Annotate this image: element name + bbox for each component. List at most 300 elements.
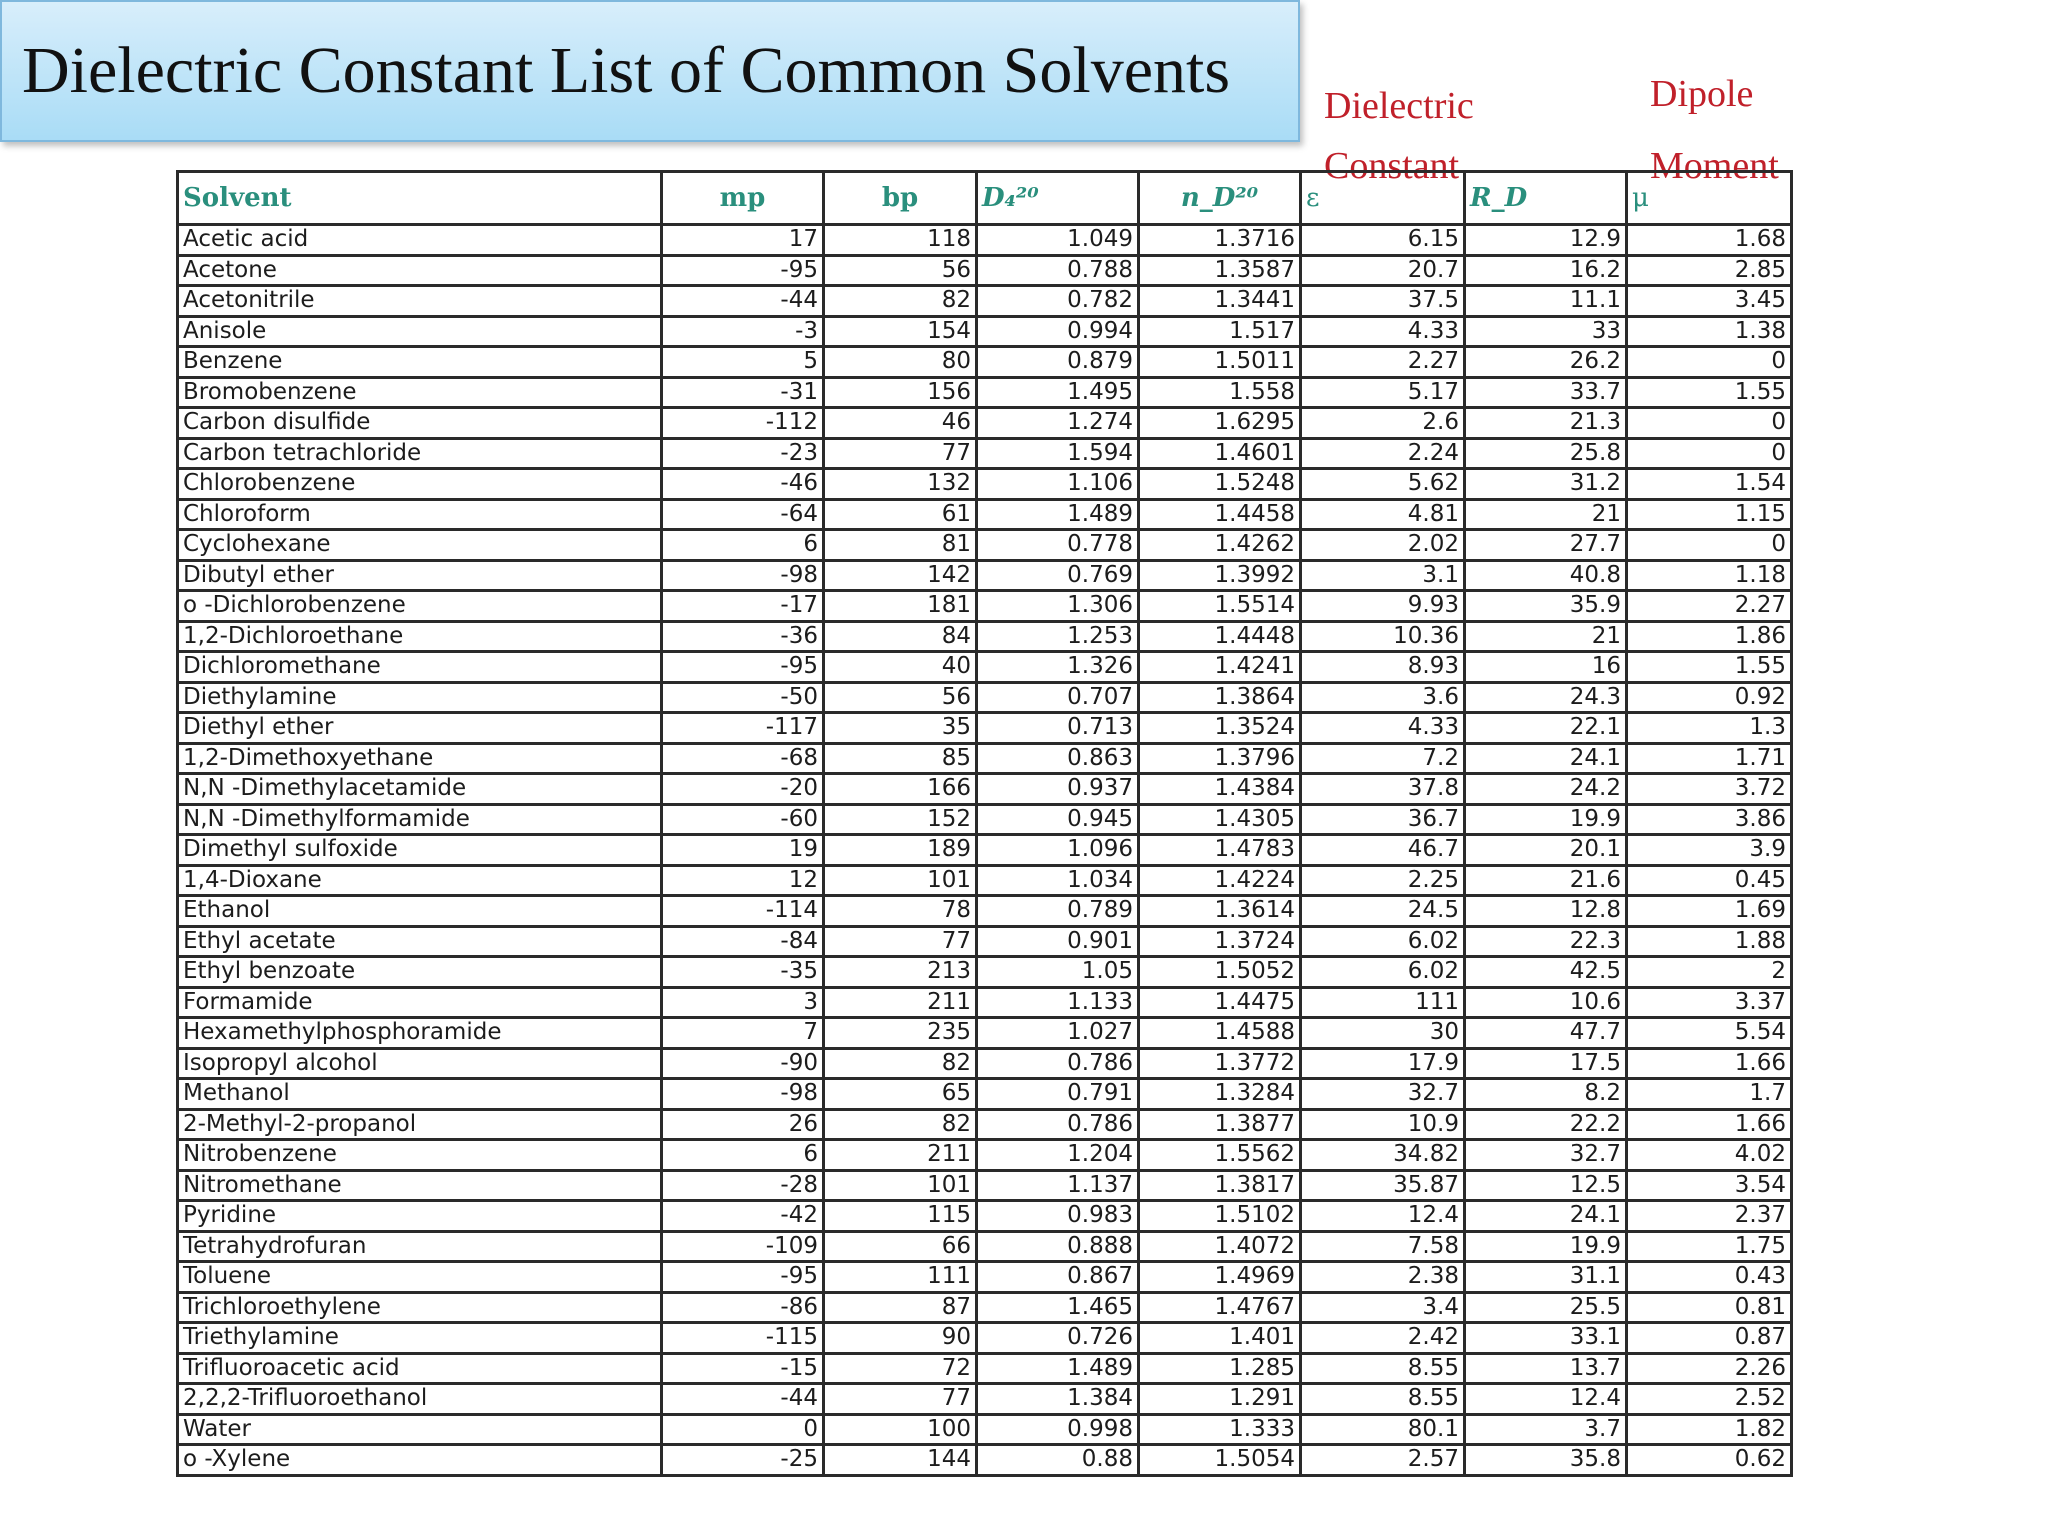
cell-molar-refraction: 33.1	[1465, 1323, 1627, 1354]
cell-melting-point: -86	[662, 1292, 824, 1323]
cell-density: 1.306	[977, 591, 1139, 622]
title-banner	[0, 0, 1300, 142]
table-row	[178, 743, 1792, 774]
cell-molar-refraction: 42.5	[1465, 957, 1627, 988]
cell-solvent-name: Water	[178, 1414, 662, 1445]
cell-solvent-name: Triethylamine	[178, 1323, 662, 1354]
table-row	[178, 1201, 1792, 1232]
cell-refractive-index: 1.4767	[1139, 1292, 1301, 1323]
cell-refractive-index: 1.3284	[1139, 1079, 1301, 1110]
cell-boiling-point: 166	[824, 774, 977, 805]
cell-dipole-moment: 1.86	[1627, 621, 1792, 652]
cell-density: 1.05	[977, 957, 1139, 988]
cell-melting-point: -23	[662, 438, 824, 469]
cell-molar-refraction: 12.9	[1465, 225, 1627, 256]
cell-dipole-moment: 3.72	[1627, 774, 1792, 805]
cell-dielectric-constant: 3.1	[1301, 560, 1465, 591]
cell-solvent-name: 2-Methyl-2-propanol	[178, 1109, 662, 1140]
cell-dielectric-constant: 6.15	[1301, 225, 1465, 256]
cell-density: 1.594	[977, 438, 1139, 469]
cell-boiling-point: 90	[824, 1323, 977, 1354]
cell-melting-point: -98	[662, 560, 824, 591]
cell-dielectric-constant: 10.36	[1301, 621, 1465, 652]
dipole-label-line: Dipole	[1650, 73, 1754, 115]
cell-dipole-moment: 1.88	[1627, 926, 1792, 957]
cell-melting-point: -98	[662, 1079, 824, 1110]
cell-dielectric-constant: 24.5	[1301, 896, 1465, 927]
cell-dipole-moment: 1.18	[1627, 560, 1792, 591]
cell-boiling-point: 65	[824, 1079, 977, 1110]
cell-solvent-name: Chlorobenzene	[178, 469, 662, 500]
cell-dielectric-constant: 80.1	[1301, 1414, 1465, 1445]
cell-solvent-name: Toluene	[178, 1262, 662, 1293]
cell-dielectric-constant: 2.02	[1301, 530, 1465, 561]
cell-molar-refraction: 47.7	[1465, 1018, 1627, 1049]
cell-molar-refraction: 31.1	[1465, 1262, 1627, 1293]
cell-refractive-index: 1.4448	[1139, 621, 1301, 652]
cell-dielectric-constant: 35.87	[1301, 1170, 1465, 1201]
table-row	[178, 1018, 1792, 1049]
cell-molar-refraction: 17.5	[1465, 1048, 1627, 1079]
cell-dipole-moment: 2	[1627, 957, 1792, 988]
table-row	[178, 713, 1792, 744]
cell-refractive-index: 1.3796	[1139, 743, 1301, 774]
cell-melting-point: -42	[662, 1201, 824, 1232]
cell-dielectric-constant: 2.6	[1301, 408, 1465, 439]
cell-refractive-index: 1.3817	[1139, 1170, 1301, 1201]
cell-dielectric-constant: 10.9	[1301, 1109, 1465, 1140]
cell-molar-refraction: 22.1	[1465, 713, 1627, 744]
table-row	[178, 1292, 1792, 1323]
cell-molar-refraction: 16	[1465, 652, 1627, 683]
cell-molar-refraction: 21	[1465, 621, 1627, 652]
cell-molar-refraction: 12.5	[1465, 1170, 1627, 1201]
cell-density: 1.326	[977, 652, 1139, 683]
cell-refractive-index: 1.3724	[1139, 926, 1301, 957]
cell-boiling-point: 211	[824, 1140, 977, 1171]
cell-density: 0.726	[977, 1323, 1139, 1354]
table-row	[178, 469, 1792, 500]
cell-solvent-name: 1,2-Dimethoxyethane	[178, 743, 662, 774]
cell-refractive-index: 1.4305	[1139, 804, 1301, 835]
column-header-bp: bp	[824, 172, 977, 225]
table-row	[178, 865, 1792, 896]
table-row	[178, 1048, 1792, 1079]
table-row	[178, 652, 1792, 683]
cell-melting-point: 17	[662, 225, 824, 256]
cell-density: 0.879	[977, 347, 1139, 378]
cell-dipole-moment: 2.85	[1627, 255, 1792, 286]
cell-dipole-moment: 1.3	[1627, 713, 1792, 744]
cell-density: 0.901	[977, 926, 1139, 957]
cell-boiling-point: 142	[824, 560, 977, 591]
column-header-mp: mp	[662, 172, 824, 225]
cell-solvent-name: Ethyl acetate	[178, 926, 662, 957]
cell-molar-refraction: 8.2	[1465, 1079, 1627, 1110]
cell-density: 0.983	[977, 1201, 1139, 1232]
cell-boiling-point: 77	[824, 926, 977, 957]
cell-molar-refraction: 31.2	[1465, 469, 1627, 500]
cell-solvent-name: Bromobenzene	[178, 377, 662, 408]
cell-density: 0.888	[977, 1231, 1139, 1262]
cell-dielectric-constant: 111	[1301, 987, 1465, 1018]
cell-melting-point: 7	[662, 1018, 824, 1049]
cell-boiling-point: 189	[824, 835, 977, 866]
cell-molar-refraction: 32.7	[1465, 1140, 1627, 1171]
cell-solvent-name: Cyclohexane	[178, 530, 662, 561]
cell-melting-point: -35	[662, 957, 824, 988]
cell-boiling-point: 154	[824, 316, 977, 347]
cell-melting-point: -115	[662, 1323, 824, 1354]
cell-melting-point: -64	[662, 499, 824, 530]
cell-molar-refraction: 20.1	[1465, 835, 1627, 866]
cell-density: 0.937	[977, 774, 1139, 805]
cell-refractive-index: 1.5248	[1139, 469, 1301, 500]
cell-molar-refraction: 12.8	[1465, 896, 1627, 927]
cell-melting-point: -44	[662, 1384, 824, 1415]
cell-density: 0.88	[977, 1445, 1139, 1476]
cell-molar-refraction: 10.6	[1465, 987, 1627, 1018]
table-row	[178, 1323, 1792, 1354]
cell-melting-point: -90	[662, 1048, 824, 1079]
cell-refractive-index: 1.4783	[1139, 835, 1301, 866]
cell-refractive-index: 1.3772	[1139, 1048, 1301, 1079]
cell-solvent-name: Anisole	[178, 316, 662, 347]
cell-boiling-point: 46	[824, 408, 977, 439]
cell-solvent-name: o -Xylene	[178, 1445, 662, 1476]
table-row	[178, 835, 1792, 866]
cell-melting-point: 5	[662, 347, 824, 378]
cell-dielectric-constant: 8.55	[1301, 1384, 1465, 1415]
cell-dielectric-constant: 2.42	[1301, 1323, 1465, 1354]
cell-refractive-index: 1.4969	[1139, 1262, 1301, 1293]
cell-melting-point: -17	[662, 591, 824, 622]
cell-density: 0.769	[977, 560, 1139, 591]
cell-molar-refraction: 25.8	[1465, 438, 1627, 469]
cell-dielectric-constant: 46.7	[1301, 835, 1465, 866]
cell-refractive-index: 1.291	[1139, 1384, 1301, 1415]
cell-molar-refraction: 21.6	[1465, 865, 1627, 896]
cell-density: 1.384	[977, 1384, 1139, 1415]
cell-melting-point: -50	[662, 682, 824, 713]
table-row	[178, 804, 1792, 835]
cell-refractive-index: 1.4601	[1139, 438, 1301, 469]
table-row	[178, 682, 1792, 713]
table-row	[178, 438, 1792, 469]
cell-density: 1.489	[977, 1353, 1139, 1384]
cell-boiling-point: 82	[824, 1109, 977, 1140]
cell-dipole-moment: 1.71	[1627, 743, 1792, 774]
cell-dipole-moment: 0.62	[1627, 1445, 1792, 1476]
table-row	[178, 1262, 1792, 1293]
table-row	[178, 408, 1792, 439]
cell-boiling-point: 56	[824, 682, 977, 713]
cell-density: 1.137	[977, 1170, 1139, 1201]
cell-melting-point: -44	[662, 286, 824, 317]
cell-dielectric-constant: 20.7	[1301, 255, 1465, 286]
cell-solvent-name: Carbon tetrachloride	[178, 438, 662, 469]
cell-dielectric-constant: 5.62	[1301, 469, 1465, 500]
cell-melting-point: -112	[662, 408, 824, 439]
cell-dipole-moment: 2.27	[1627, 591, 1792, 622]
cell-solvent-name: Tetrahydrofuran	[178, 1231, 662, 1262]
dielectric-label-line: Dielectric	[1324, 85, 1474, 127]
cell-boiling-point: 144	[824, 1445, 977, 1476]
cell-melting-point: -117	[662, 713, 824, 744]
cell-boiling-point: 61	[824, 499, 977, 530]
cell-dielectric-constant: 4.33	[1301, 713, 1465, 744]
cell-refractive-index: 1.5102	[1139, 1201, 1301, 1232]
table-row	[178, 347, 1792, 378]
cell-melting-point: 6	[662, 530, 824, 561]
column-header-refractive-index: n_D²⁰	[1139, 172, 1301, 225]
cell-boiling-point: 82	[824, 286, 977, 317]
cell-molar-refraction: 26.2	[1465, 347, 1627, 378]
cell-dipole-moment: 0.87	[1627, 1323, 1792, 1354]
column-header-density: D₄²⁰	[977, 172, 1139, 225]
cell-molar-refraction: 24.1	[1465, 743, 1627, 774]
cell-solvent-name: 1,4-Dioxane	[178, 865, 662, 896]
cell-boiling-point: 77	[824, 438, 977, 469]
cell-refractive-index: 1.4475	[1139, 987, 1301, 1018]
cell-molar-refraction: 24.1	[1465, 1201, 1627, 1232]
cell-melting-point: -31	[662, 377, 824, 408]
cell-melting-point: -114	[662, 896, 824, 927]
cell-dielectric-constant: 6.02	[1301, 926, 1465, 957]
cell-density: 1.096	[977, 835, 1139, 866]
table-row	[178, 1231, 1792, 1262]
cell-dipole-moment: 1.82	[1627, 1414, 1792, 1445]
cell-melting-point: 26	[662, 1109, 824, 1140]
cell-molar-refraction: 16.2	[1465, 255, 1627, 286]
table-row	[178, 499, 1792, 530]
cell-refractive-index: 1.5054	[1139, 1445, 1301, 1476]
cell-melting-point: 0	[662, 1414, 824, 1445]
cell-dielectric-constant: 2.27	[1301, 347, 1465, 378]
cell-solvent-name: Trifluoroacetic acid	[178, 1353, 662, 1384]
cell-dielectric-constant: 2.24	[1301, 438, 1465, 469]
cell-molar-refraction: 35.9	[1465, 591, 1627, 622]
cell-dipole-moment: 1.38	[1627, 316, 1792, 347]
cell-dipole-moment: 1.69	[1627, 896, 1792, 927]
cell-refractive-index: 1.4072	[1139, 1231, 1301, 1262]
cell-solvent-name: o -Dichlorobenzene	[178, 591, 662, 622]
page-title: Dielectric Constant List of Common Solvents	[22, 34, 1231, 107]
cell-boiling-point: 40	[824, 652, 977, 683]
cell-density: 0.782	[977, 286, 1139, 317]
cell-density: 0.867	[977, 1262, 1139, 1293]
cell-refractive-index: 1.3877	[1139, 1109, 1301, 1140]
cell-dielectric-constant: 17.9	[1301, 1048, 1465, 1079]
cell-solvent-name: Pyridine	[178, 1201, 662, 1232]
cell-dielectric-constant: 3.4	[1301, 1292, 1465, 1323]
cell-refractive-index: 1.4384	[1139, 774, 1301, 805]
cell-melting-point: -60	[662, 804, 824, 835]
cell-solvent-name: N,N -Dimethylformamide	[178, 804, 662, 835]
cell-dielectric-constant: 2.25	[1301, 865, 1465, 896]
cell-density: 0.713	[977, 713, 1139, 744]
table-row	[178, 957, 1792, 988]
table-row	[178, 621, 1792, 652]
cell-dielectric-constant: 37.5	[1301, 286, 1465, 317]
table-row	[178, 225, 1792, 256]
cell-molar-refraction: 11.1	[1465, 286, 1627, 317]
cell-boiling-point: 80	[824, 347, 977, 378]
cell-melting-point: -3	[662, 316, 824, 347]
cell-dielectric-constant: 8.93	[1301, 652, 1465, 683]
cell-refractive-index: 1.4241	[1139, 652, 1301, 683]
cell-boiling-point: 56	[824, 255, 977, 286]
cell-density: 1.274	[977, 408, 1139, 439]
cell-solvent-name: Carbon disulfide	[178, 408, 662, 439]
cell-melting-point: -15	[662, 1353, 824, 1384]
table-row	[178, 926, 1792, 957]
cell-boiling-point: 181	[824, 591, 977, 622]
cell-boiling-point: 152	[824, 804, 977, 835]
cell-dipole-moment: 4.02	[1627, 1140, 1792, 1171]
table-row	[178, 1170, 1792, 1201]
cell-molar-refraction: 35.8	[1465, 1445, 1627, 1476]
cell-density: 0.786	[977, 1048, 1139, 1079]
cell-solvent-name: 1,2-Dichloroethane	[178, 621, 662, 652]
cell-dipole-moment: 1.55	[1627, 652, 1792, 683]
cell-melting-point: -46	[662, 469, 824, 500]
cell-refractive-index: 1.5052	[1139, 957, 1301, 988]
cell-refractive-index: 1.3614	[1139, 896, 1301, 927]
cell-refractive-index: 1.5562	[1139, 1140, 1301, 1171]
cell-melting-point: 19	[662, 835, 824, 866]
cell-dielectric-constant: 7.2	[1301, 743, 1465, 774]
cell-boiling-point: 235	[824, 1018, 977, 1049]
cell-refractive-index: 1.401	[1139, 1323, 1301, 1354]
cell-boiling-point: 66	[824, 1231, 977, 1262]
cell-boiling-point: 213	[824, 957, 977, 988]
cell-refractive-index: 1.333	[1139, 1414, 1301, 1445]
cell-melting-point: 3	[662, 987, 824, 1018]
cell-refractive-index: 1.3524	[1139, 713, 1301, 744]
cell-molar-refraction: 12.4	[1465, 1384, 1627, 1415]
column-header-dielectric-constant: ε	[1301, 172, 1465, 225]
cell-dielectric-constant: 7.58	[1301, 1231, 1465, 1262]
cell-density: 0.707	[977, 682, 1139, 713]
cell-refractive-index: 1.4588	[1139, 1018, 1301, 1049]
cell-solvent-name: Diethyl ether	[178, 713, 662, 744]
cell-boiling-point: 118	[824, 225, 977, 256]
cell-refractive-index: 1.4224	[1139, 865, 1301, 896]
cell-boiling-point: 111	[824, 1262, 977, 1293]
cell-refractive-index: 1.6295	[1139, 408, 1301, 439]
cell-dipole-moment: 1.66	[1627, 1048, 1792, 1079]
cell-solvent-name: Ethyl benzoate	[178, 957, 662, 988]
cell-molar-refraction: 27.7	[1465, 530, 1627, 561]
cell-dipole-moment: 3.45	[1627, 286, 1792, 317]
cell-dipole-moment: 1.66	[1627, 1109, 1792, 1140]
cell-molar-refraction: 3.7	[1465, 1414, 1627, 1445]
cell-dipole-moment: 0	[1627, 530, 1792, 561]
cell-dielectric-constant: 32.7	[1301, 1079, 1465, 1110]
cell-dipole-moment: 0	[1627, 347, 1792, 378]
cell-density: 0.863	[977, 743, 1139, 774]
cell-solvent-name: Acetic acid	[178, 225, 662, 256]
solvent-table	[176, 170, 1793, 1477]
cell-melting-point: -95	[662, 652, 824, 683]
cell-melting-point: -68	[662, 743, 824, 774]
cell-refractive-index: 1.558	[1139, 377, 1301, 408]
cell-molar-refraction: 19.9	[1465, 804, 1627, 835]
cell-boiling-point: 85	[824, 743, 977, 774]
cell-boiling-point: 77	[824, 1384, 977, 1415]
cell-molar-refraction: 21.3	[1465, 408, 1627, 439]
cell-dielectric-constant: 8.55	[1301, 1353, 1465, 1384]
cell-molar-refraction: 25.5	[1465, 1292, 1627, 1323]
cell-melting-point: 6	[662, 1140, 824, 1171]
cell-melting-point: -25	[662, 1445, 824, 1476]
cell-refractive-index: 1.517	[1139, 316, 1301, 347]
cell-density: 1.106	[977, 469, 1139, 500]
cell-molar-refraction: 22.3	[1465, 926, 1627, 957]
cell-solvent-name: Dichloromethane	[178, 652, 662, 683]
cell-density: 0.788	[977, 255, 1139, 286]
cell-boiling-point: 72	[824, 1353, 977, 1384]
cell-solvent-name: Dimethyl sulfoxide	[178, 835, 662, 866]
cell-density: 0.998	[977, 1414, 1139, 1445]
cell-solvent-name: 2,2,2-Trifluoroethanol	[178, 1384, 662, 1415]
cell-refractive-index: 1.4262	[1139, 530, 1301, 561]
cell-molar-refraction: 33.7	[1465, 377, 1627, 408]
cell-boiling-point: 82	[824, 1048, 977, 1079]
cell-dielectric-constant: 12.4	[1301, 1201, 1465, 1232]
cell-density: 0.945	[977, 804, 1139, 835]
cell-dielectric-constant: 2.38	[1301, 1262, 1465, 1293]
cell-dipole-moment: 2.26	[1627, 1353, 1792, 1384]
cell-refractive-index: 1.3441	[1139, 286, 1301, 317]
cell-molar-refraction: 13.7	[1465, 1353, 1627, 1384]
cell-molar-refraction: 19.9	[1465, 1231, 1627, 1262]
table-row	[178, 896, 1792, 927]
table-row	[178, 1384, 1792, 1415]
cell-melting-point: -28	[662, 1170, 824, 1201]
cell-solvent-name: Chloroform	[178, 499, 662, 530]
cell-density: 0.789	[977, 896, 1139, 927]
cell-refractive-index: 1.4458	[1139, 499, 1301, 530]
cell-dipole-moment: 0.92	[1627, 682, 1792, 713]
cell-density: 1.489	[977, 499, 1139, 530]
cell-dielectric-constant: 37.8	[1301, 774, 1465, 805]
cell-solvent-name: Benzene	[178, 347, 662, 378]
cell-molar-refraction: 22.2	[1465, 1109, 1627, 1140]
cell-melting-point: -36	[662, 621, 824, 652]
cell-dielectric-constant: 3.6	[1301, 682, 1465, 713]
cell-melting-point: -109	[662, 1231, 824, 1262]
cell-melting-point: -20	[662, 774, 824, 805]
cell-dielectric-constant: 30	[1301, 1018, 1465, 1049]
cell-density: 0.791	[977, 1079, 1139, 1110]
cell-density: 0.786	[977, 1109, 1139, 1140]
column-header-solvent: Solvent	[178, 172, 662, 225]
cell-dielectric-constant: 4.33	[1301, 316, 1465, 347]
cell-density: 1.049	[977, 225, 1139, 256]
cell-solvent-name: Methanol	[178, 1079, 662, 1110]
cell-solvent-name: N,N -Dimethylacetamide	[178, 774, 662, 805]
table-row	[178, 1414, 1792, 1445]
cell-molar-refraction: 33	[1465, 316, 1627, 347]
cell-dipole-moment: 5.54	[1627, 1018, 1792, 1049]
cell-dielectric-constant: 6.02	[1301, 957, 1465, 988]
cell-boiling-point: 78	[824, 896, 977, 927]
cell-solvent-name: Diethylamine	[178, 682, 662, 713]
cell-dipole-moment: 1.75	[1627, 1231, 1792, 1262]
table-row	[178, 530, 1792, 561]
